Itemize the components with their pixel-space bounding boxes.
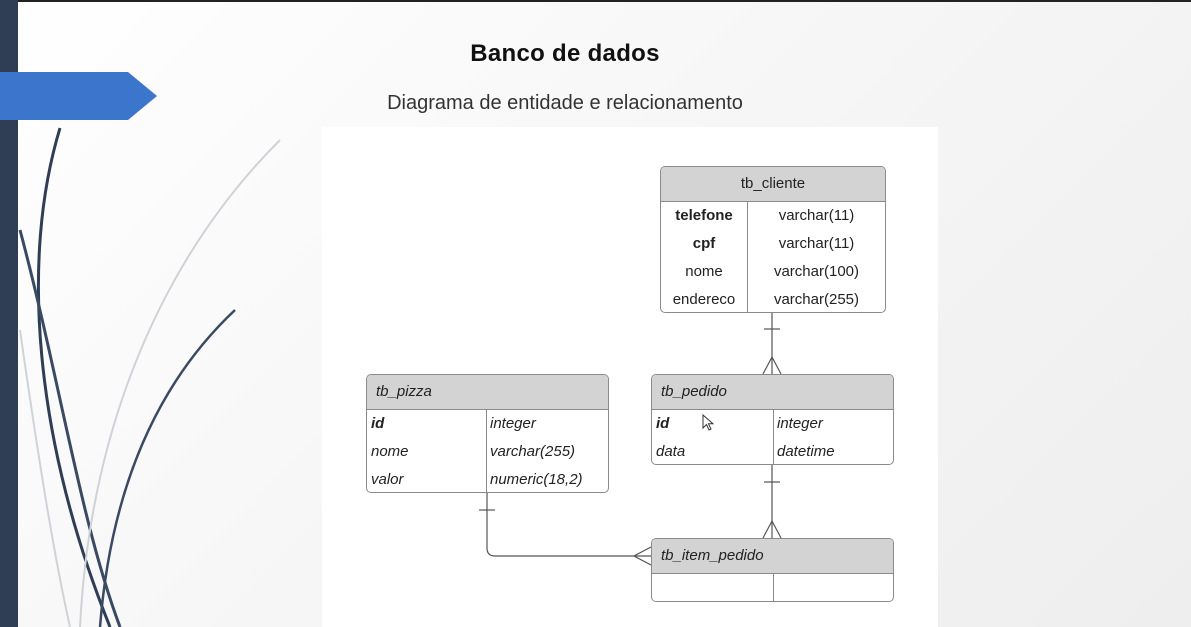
entity-tb-pizza[interactable]	[366, 374, 609, 493]
field-type: varchar(255)	[773, 291, 860, 308]
entity-tb-pedido[interactable]	[651, 374, 894, 465]
field-name: valor	[367, 466, 487, 493]
entity-header: tb_pedido	[652, 375, 893, 410]
field-type: integer	[777, 415, 823, 432]
entity-row	[652, 410, 893, 438]
entity-row	[367, 410, 608, 438]
entity-row	[367, 438, 608, 466]
slide-title: Banco de dados	[470, 40, 660, 67]
entity-header: tb_item_pedido	[652, 539, 893, 574]
field-name: nome	[661, 258, 748, 286]
entity-tb-item-pedido[interactable]	[651, 538, 894, 602]
field-type: varchar(100)	[773, 263, 860, 280]
entity-row	[661, 202, 885, 230]
entity-row	[652, 438, 893, 465]
field-name: id	[652, 410, 774, 438]
field-type: varchar(11)	[778, 235, 855, 252]
entity-row	[652, 574, 893, 601]
field-type: varchar(255)	[490, 443, 576, 460]
entity-row	[661, 230, 885, 258]
entity-row	[661, 286, 885, 313]
field-type: datetime	[777, 443, 835, 460]
field-type: varchar(11)	[778, 207, 855, 224]
entity-row	[367, 466, 608, 493]
field-name: cpf	[661, 230, 748, 258]
field-name: data	[652, 438, 774, 465]
field-name: telefone	[661, 202, 748, 230]
field-type: integer	[490, 415, 536, 432]
field-name-empty	[652, 574, 774, 601]
field-name: nome	[367, 438, 487, 466]
field-type: numeric(18,2)	[490, 471, 583, 488]
entity-tb-cliente[interactable]	[660, 166, 886, 313]
entity-header: tb_pizza	[367, 375, 608, 410]
rel-pizza-item-line	[487, 493, 651, 556]
field-name: endereco	[661, 286, 748, 313]
field-name: id	[367, 410, 487, 438]
entity-header: tb_cliente	[661, 167, 885, 202]
field-type-empty	[774, 574, 893, 601]
entity-row	[661, 258, 885, 286]
mouse-cursor-icon	[702, 414, 714, 432]
slide-subtitle: Diagrama de entidade e relacionamento	[387, 92, 743, 114]
